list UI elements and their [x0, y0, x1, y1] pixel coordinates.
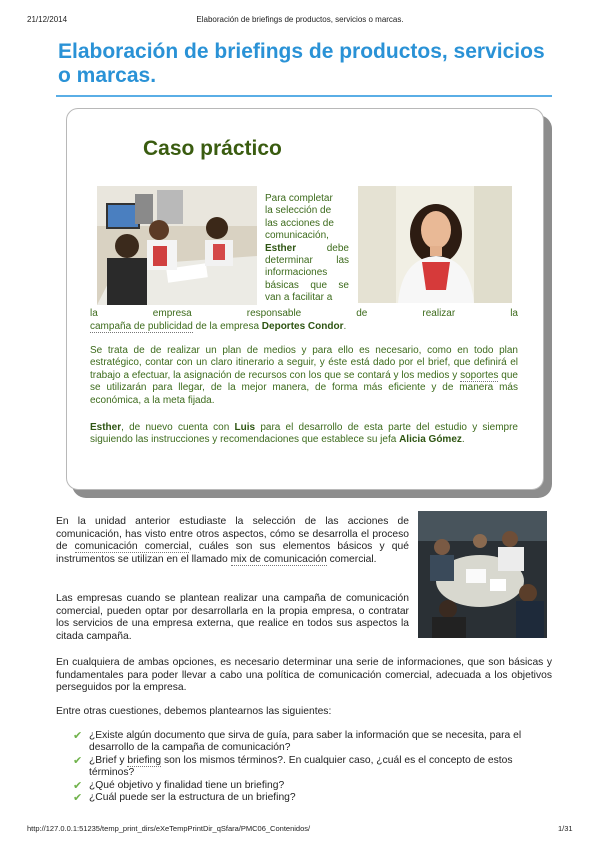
footer-url: http://127.0.0.1:51235/temp_print_dirs/eXeTempPrintDir_qSfara/PMC06_Contenidos/	[27, 824, 311, 833]
list-item: ✔ ¿Existe algún documento que sirva de guía, para saber la información que se necesita, para el desarrollo de la campaña de comunicación?	[73, 730, 522, 754]
list-item: ✔ ¿Brief y briefing son los mismos términos?. En cualquier caso, ¿cuál es el concepto de estos términos?	[73, 754, 513, 779]
link-briefing[interactable]: briefing	[127, 754, 162, 766]
case-paragraph-2: Se trata de de realizar un plan de medios y para ello es necesario, como en todo plan estratégico, contar con un claro itinerario a seguir, y éste está dado por el brief, que definirá el trabajo a efectuar, la asignación de recursos con los que se contará y los medios y soportes que se utilizarán para llegar, de la mejor manera, de forma más eficiente y de manera más económica, a la meta fijada.	[90, 345, 518, 406]
check-icon: ✔	[73, 779, 83, 792]
students-photo	[97, 186, 257, 305]
case-paragraph-1-end: campaña de publicidad de la empresa Deportes Condor.	[90, 321, 347, 332]
questions-list	[73, 730, 553, 804]
options-paragraph: En cualquiera de ambas opciones, es necesario determinar una serie de informaciones, que son básicas y fundamentales para poder llevar a cabo una política de comunicación comercial, adecuada a los objetivos perseguidos por la empresa.	[56, 657, 552, 694]
questions-intro: Entre otras cuestiones, debemos plantearnos las siguientes:	[56, 706, 332, 717]
case-title: Caso práctico	[143, 137, 282, 160]
intro-paragraph: En la unidad anterior estudiaste la selección de las acciones de comunicación, has visto entre otros aspectos, cómo se desarrolla el proceso de comunicación comercial, cuáles son sus elementos básicos y qué instrumentos se utilizan en el llamado mix de comunicación comercial.	[56, 516, 409, 565]
page-title: Elaboración de briefings de productos, servicios o marcas.	[58, 40, 545, 87]
header-date: 21/12/2014	[27, 15, 68, 24]
list-item: ✔ ¿Cuál puede ser la estructura de un briefing?	[73, 792, 296, 805]
company-name: Deportes Condor	[261, 321, 344, 332]
esther-portrait	[358, 186, 512, 303]
link-soportes[interactable]: soportes	[460, 369, 499, 381]
title-divider	[56, 95, 552, 97]
check-icon: ✔	[73, 792, 83, 805]
name-esther: Esther	[265, 242, 297, 254]
link-campana-publicidad[interactable]: campaña de publicidad	[90, 321, 193, 332]
check-icon: ✔	[73, 754, 83, 767]
companies-paragraph: Las empresas cuando se plantean realizar una campaña de comunicación comercial, pueden optar por desarrollarla en la propia empresa, o contratar los servicios de una empresa externa, que realice en todos sus aspectos la citada campaña.	[56, 593, 409, 642]
header-title: Elaboración de briefings de productos, servicios o marcas.	[196, 15, 404, 24]
meeting-photo	[418, 511, 547, 638]
link-mix-comunicacion[interactable]: mix de comunicación	[230, 553, 327, 565]
case-paragraph-1: Para completar la selección de las acciones de comunicación, Esther debe determinar las informaciones básicas que se van a facilitar a	[265, 193, 349, 304]
list-item: ✔ ¿Qué objetivo y finalidad tiene un briefing?	[73, 779, 285, 792]
case-paragraph-1-continued: la empresa responsable de realizar la	[90, 308, 518, 319]
footer-page-number: 1/31	[558, 824, 573, 833]
link-comunicacion-comercial[interactable]: comunicación comercial	[74, 541, 189, 553]
case-paragraph-3: Esther, de nuevo cuenta con Luis para el desarrollo de esta parte del estudio y siempre siguiendo las instrucciones y recomendaciones que establece su jefa Alicia Gómez.	[90, 422, 518, 446]
check-icon: ✔	[73, 730, 83, 742]
